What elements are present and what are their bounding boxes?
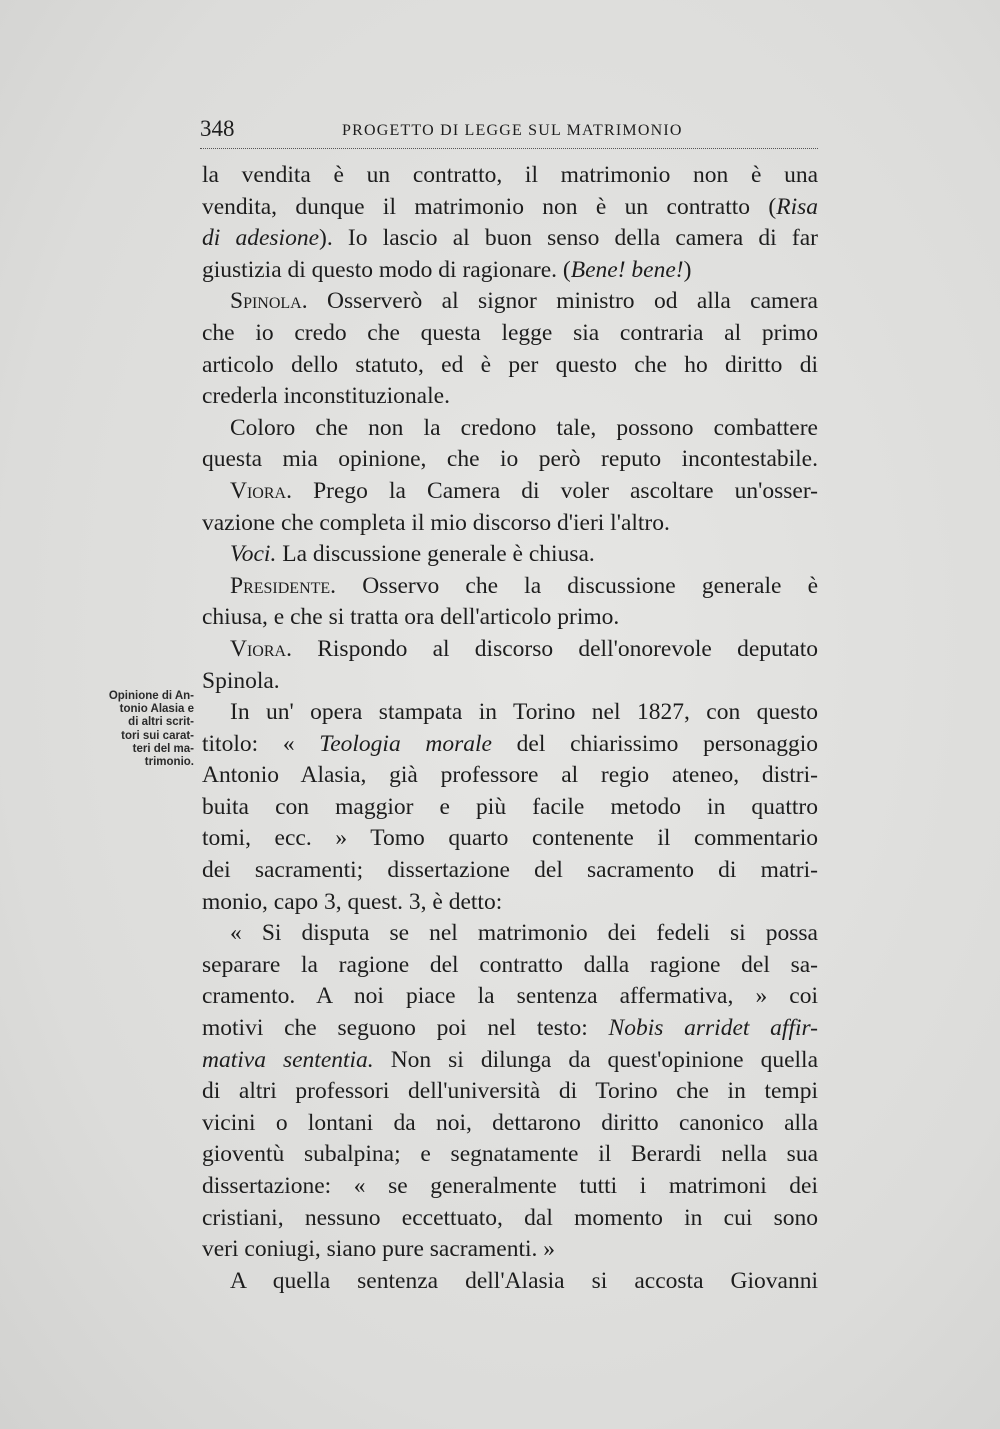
italic-text: di adesione — [202, 225, 320, 252]
text-line: separare la ragione del contratto dalla ragione del sa- — [202, 951, 818, 978]
margin-note-line: tonio Alasia e — [119, 703, 194, 716]
text-line: di adesione). Io lascio al buon senso della camera di far — [202, 225, 818, 252]
body-text — [202, 160, 818, 1297]
text-line: che io credo che questa legge sia contraria al primo — [202, 319, 818, 346]
speaker-name: Viora. — [230, 477, 292, 504]
margin-note-line: di altri scrit- — [128, 716, 194, 729]
text-line: vicini o lontani da noi, dettarono diritto canonico alla — [202, 1109, 818, 1136]
text-line: la vendita è un contratto, il matrimonio non è una — [202, 162, 818, 188]
speaker-name: Presidente. — [230, 572, 337, 599]
text-line: buita con maggior e più facile metodo in quattro — [202, 793, 818, 820]
text-line: dissertazione: « se generalmente tutti i matrimoni dei — [202, 1173, 818, 1199]
text-line: dei sacramenti; dissertazione del sacramento di matri- — [202, 857, 818, 884]
text-line: Presidente. Osservo che la discussione generale è — [230, 572, 818, 599]
text-line: cramento. A noi piace la sentenza affermativa, » coi — [202, 983, 818, 1010]
text-line: chiusa, e che si tratta ora dell'articolo primo. — [202, 604, 620, 631]
text-line: veri coniugi, siano pure sacramenti. » — [202, 1236, 556, 1263]
text-line: tomi, ecc. » Tomo quarto contenente il commentario — [202, 825, 818, 852]
header-rule — [200, 148, 818, 149]
italic-text: Bene! bene! — [570, 256, 684, 283]
text-line: mativa sententia. Non si dilunga da quest'opinione quella — [202, 1046, 818, 1073]
text-line: vazione che completa il mio discorso d'ieri l'altro. — [202, 509, 670, 536]
italic-text: Nobis arridet affir- — [608, 1015, 818, 1042]
italic-text: mativa sententia. — [202, 1046, 374, 1073]
text-line: gioventù subalpina; e segnatamente il Berardi nella sua — [202, 1141, 818, 1168]
text-line: titolo: « Teologia morale del chiarissimo personaggio — [202, 730, 818, 757]
text-line: In un' opera stampata in Torino nel 1827, con questo — [230, 699, 818, 726]
text-line: articolo dello statuto, ed è per questo che ho diritto di — [202, 351, 818, 378]
text-line: crederla inconstituzionale. — [202, 383, 450, 410]
text-line: Voci. La discussione generale è chiusa. — [230, 541, 595, 568]
speaker-name: Viora. — [230, 635, 292, 662]
speaker-name: Spinola. — [230, 288, 308, 315]
margin-note-line: Opinione di An- — [108, 690, 194, 702]
italic-text: Teologia morale — [319, 730, 492, 757]
text-line: questa mia opinione, che io però reputo incontestabile. — [202, 446, 818, 473]
text-line: Spinola. Osserverò al signor ministro od alla camera — [230, 288, 818, 315]
text-line: giustizia di questo modo di ragionare. (Bene! bene!) — [202, 256, 692, 283]
text-line: Viora. Rispondo al discorso dell'onorevole deputato — [230, 635, 818, 662]
text-line: di altri professori dell'università di Torino che in tempi — [202, 1078, 818, 1105]
text-line: « Si disputa se nel matrimonio dei fedeli si possa — [230, 920, 818, 947]
text-line: cristiani, nessuno eccettuato, dal momento in cui sono — [202, 1204, 818, 1231]
text-line: motivi che seguono poi nel testo: Nobis arridet affir- — [202, 1015, 818, 1042]
text-line: Coloro che non la credono tale, possono combattere — [230, 414, 818, 441]
margin-note — [76, 690, 194, 769]
italic-text: Voci. — [230, 541, 277, 568]
text-line: Antonio Alasia, già professore al regio ateneo, distri- — [202, 762, 818, 789]
margin-note-line: trimonio. — [144, 756, 194, 769]
page-number: 348 — [200, 116, 235, 141]
text-line: A quella sentenza dell'Alasia si accosta Giovanni — [230, 1267, 818, 1294]
text-line: Spinola. — [202, 667, 280, 694]
text-line: Viora. Prego la Camera di voler ascoltare un'osser- — [230, 477, 818, 504]
italic-text: Risa — [776, 193, 818, 220]
text-line: monio, capo 3, quest. 3, è detto: — [202, 888, 503, 915]
margin-note-line: teri del ma- — [132, 742, 194, 755]
running-head: PROGETTO DI LEGGE SUL MATRIMONIO — [342, 122, 683, 139]
margin-note-line: tori sui carat- — [121, 729, 194, 742]
text-line: vendita, dunque il matrimonio non è un contratto (Risa — [202, 193, 818, 220]
page-header — [200, 112, 818, 152]
